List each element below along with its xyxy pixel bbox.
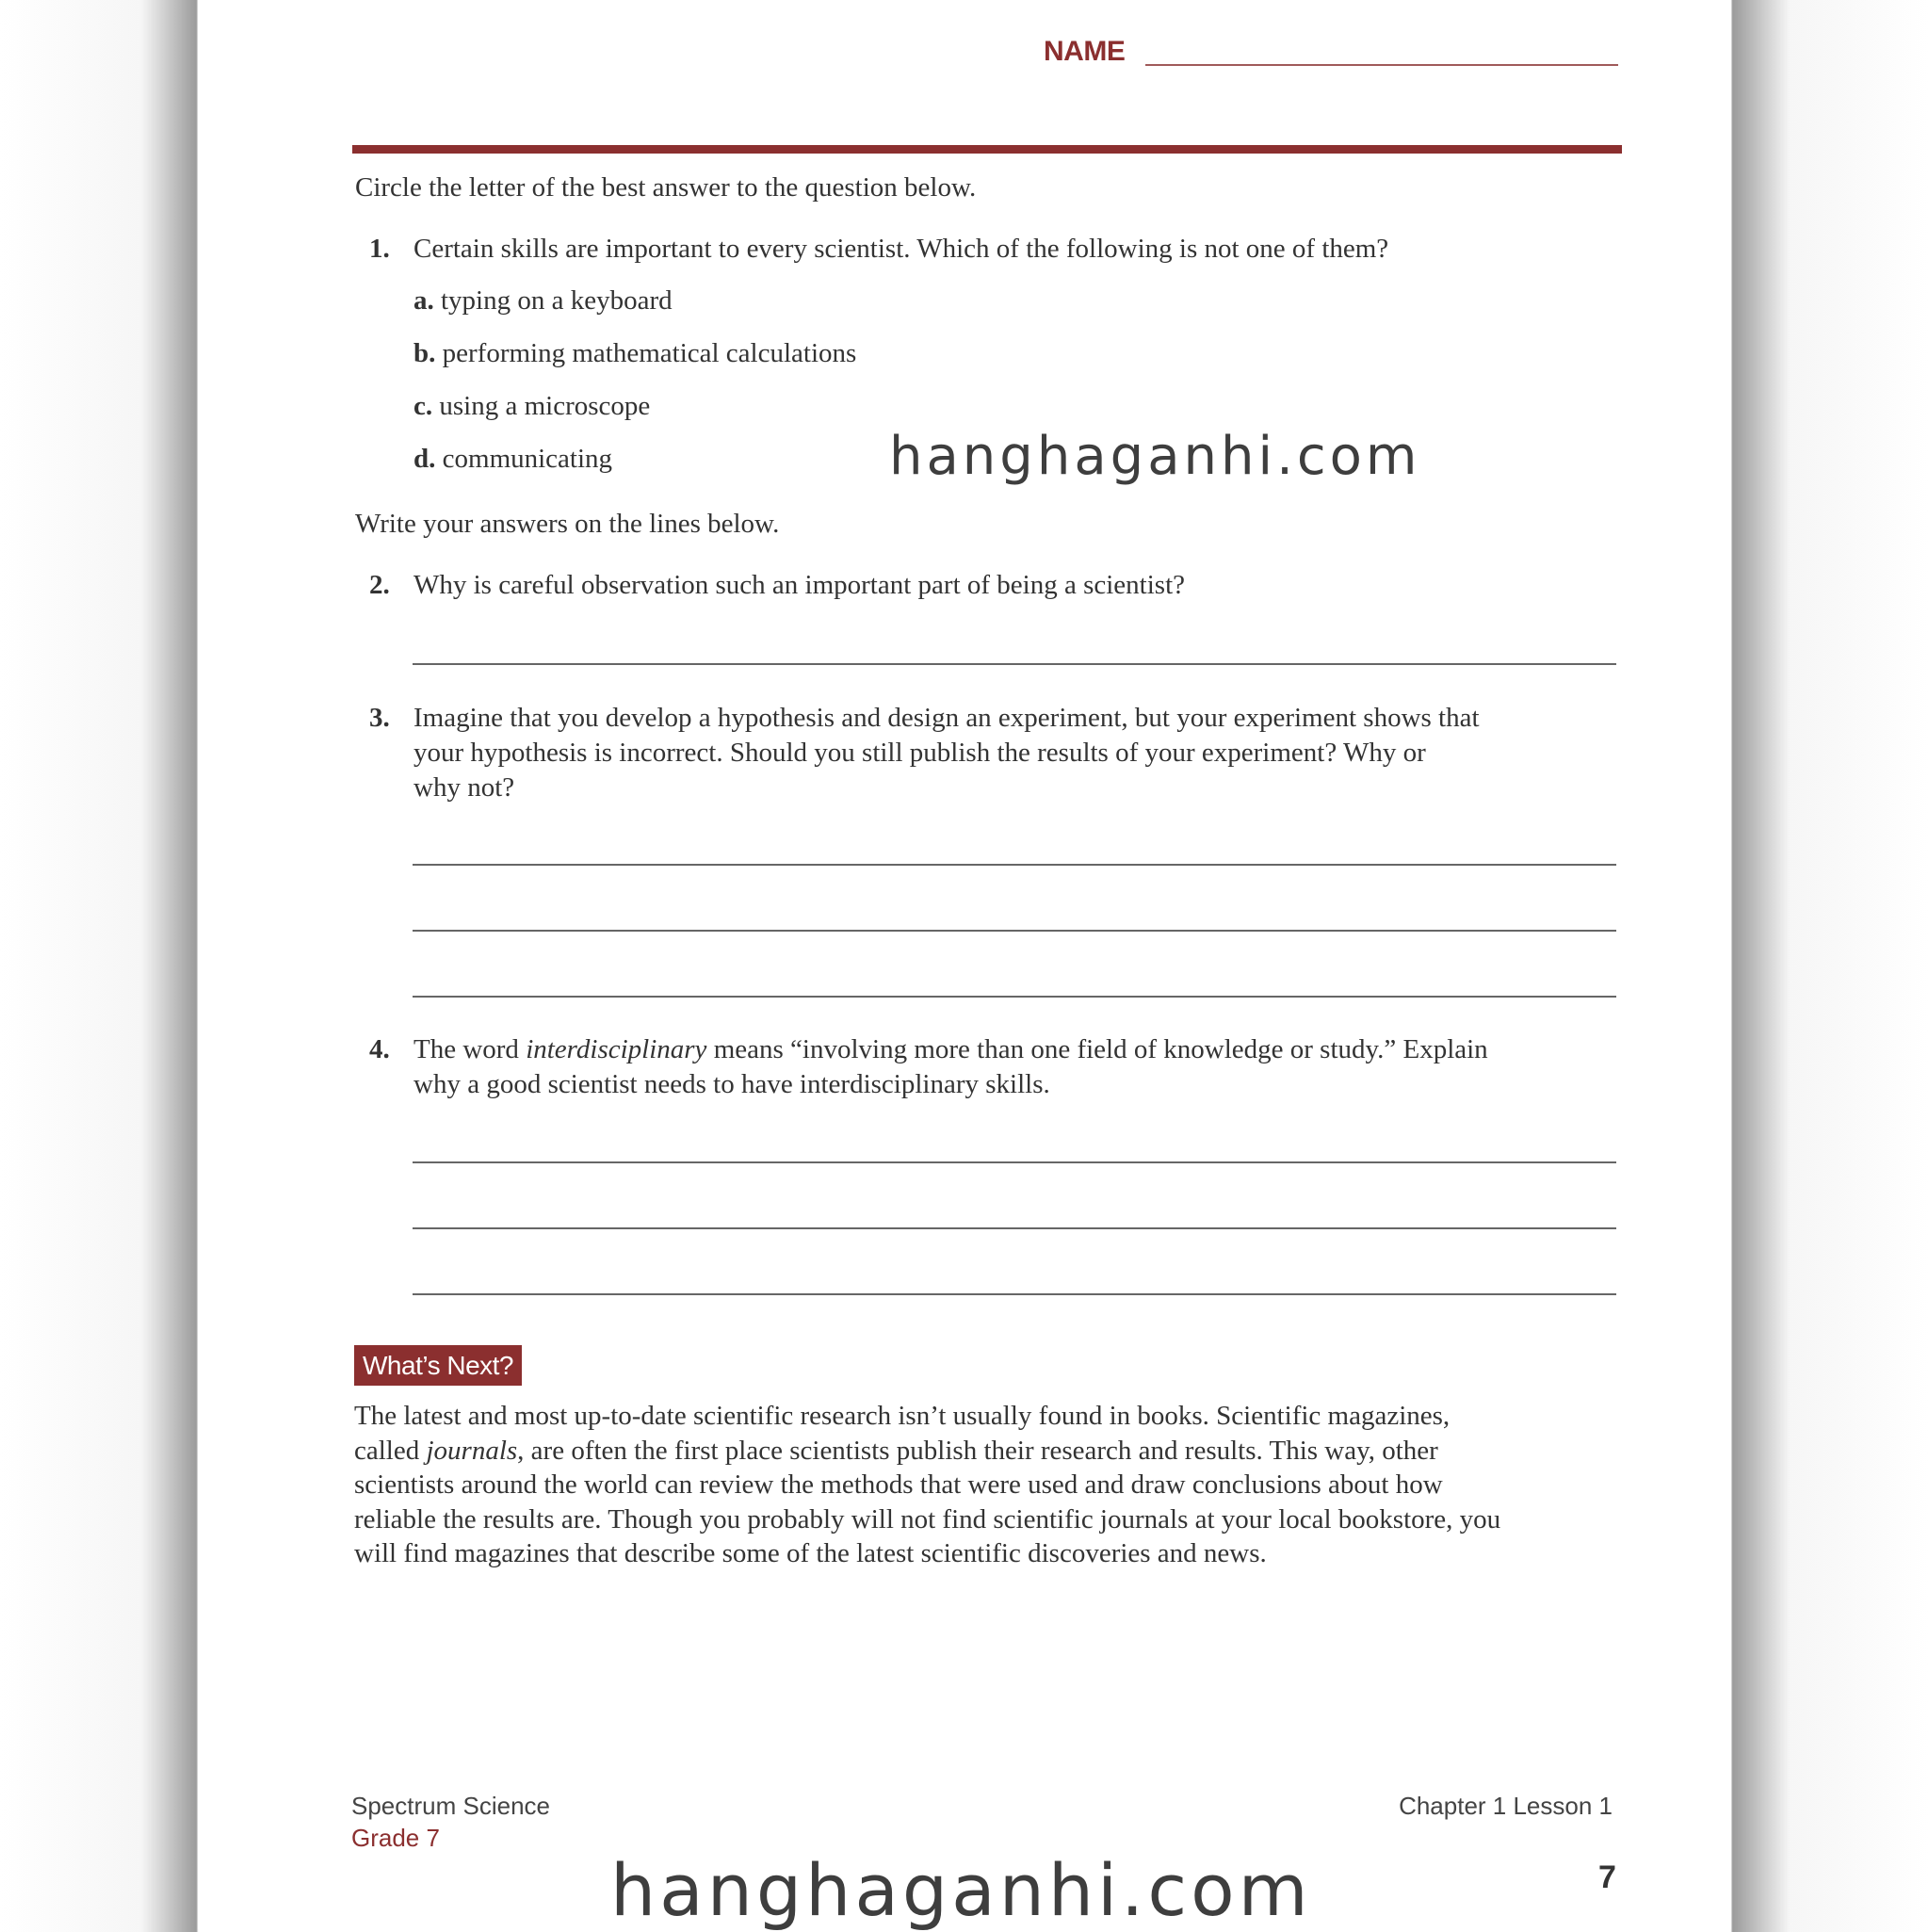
footer-grade: Grade 7 xyxy=(351,1824,440,1852)
watermark-middle: hanghaganhi.com xyxy=(889,426,1421,487)
option-d-text: communicating xyxy=(442,444,613,474)
paragraph-line: reliable the results are. Though you probably will not find scientific journals at your local bookstore, you xyxy=(354,1503,1501,1534)
question-2-number: 2. xyxy=(369,570,390,600)
question-4-text-post: means “involving more than one field of knowledge or study.” Explain xyxy=(706,1034,1488,1064)
journals-term: journals xyxy=(426,1435,518,1466)
answer-line-q3-2[interactable] xyxy=(413,930,1616,932)
question-2-text: Why is careful observation such an important part of being a scientist? xyxy=(413,570,1185,600)
question-3-text-line-1: Imagine that you develop a hypothesis and design an experiment, but your experiment shows that xyxy=(413,703,1480,733)
question-3-number: 3. xyxy=(369,703,390,733)
answer-line-q4-1[interactable] xyxy=(413,1161,1616,1163)
option-a-text: typing on a keyboard xyxy=(441,285,673,316)
paragraph-line xyxy=(354,1434,1635,1469)
question-4-number: 4. xyxy=(369,1034,390,1064)
question-4-text-line-2: why a good scientist needs to have interdisciplinary skills. xyxy=(413,1069,1050,1099)
question-3-text-line-3: why not? xyxy=(413,772,515,803)
question-4-text-pre: The word xyxy=(413,1034,527,1064)
page-number: 7 xyxy=(1598,1859,1616,1895)
option-c[interactable] xyxy=(413,391,650,422)
paragraph-line-pre: called xyxy=(354,1435,427,1466)
answer-line-q4-2[interactable] xyxy=(413,1227,1616,1229)
answer-line-q3-3[interactable] xyxy=(413,996,1616,998)
option-b-text: performing mathematical calculations xyxy=(442,338,857,368)
whats-next-heading: What’s Next? xyxy=(354,1345,522,1386)
option-d-letter[interactable]: d. xyxy=(413,444,436,474)
paragraph-line: scientists around the world can review the methods that were used and draw conclusions about how xyxy=(354,1469,1443,1500)
footer-series: Spectrum Science xyxy=(351,1792,550,1820)
whats-next-paragraph xyxy=(354,1399,1635,1571)
header-rule xyxy=(352,145,1622,154)
option-c-text: using a microscope xyxy=(439,391,651,421)
answer-line-q4-3[interactable] xyxy=(413,1293,1616,1295)
question-4-text-line-1 xyxy=(413,1034,1488,1065)
paragraph-line-post: , are often the first place scientists publish their research and results. This way, other xyxy=(517,1435,1438,1466)
answer-line-q3-1[interactable] xyxy=(413,864,1616,866)
watermark-bottom: hanghaganhi.com xyxy=(610,1848,1312,1932)
option-d[interactable] xyxy=(413,444,612,475)
question-1-text: Certain skills are important to every scientist. Which of the following is not one of them? xyxy=(413,234,1389,264)
name-label: NAME xyxy=(1044,36,1126,67)
instruction-written: Write your answers on the lines below. xyxy=(355,509,780,539)
paragraph-line: will find magazines that describe some of the latest scientific discoveries and news. xyxy=(354,1538,1267,1568)
option-b[interactable] xyxy=(413,338,856,369)
question-3-text-line-2: your hypothesis is incorrect. Should you still publish the results of your experiment? Why or xyxy=(413,738,1426,768)
option-b-letter[interactable]: b. xyxy=(413,338,436,368)
name-field-line[interactable] xyxy=(1145,64,1618,66)
answer-line-q2[interactable] xyxy=(413,663,1616,665)
paragraph-line: The latest and most up-to-date scientific research isn’t usually found in books. Scientific magazines, xyxy=(354,1401,1451,1431)
option-a[interactable] xyxy=(413,285,673,317)
question-4-term: interdisciplinary xyxy=(526,1034,707,1064)
footer-chapter: Chapter 1 Lesson 1 xyxy=(1399,1792,1613,1820)
option-c-letter[interactable]: c. xyxy=(413,391,433,421)
option-a-letter[interactable]: a. xyxy=(413,285,434,316)
instruction-multiple-choice: Circle the letter of the best answer to the question below. xyxy=(355,172,977,203)
question-1-number: 1. xyxy=(369,234,390,264)
